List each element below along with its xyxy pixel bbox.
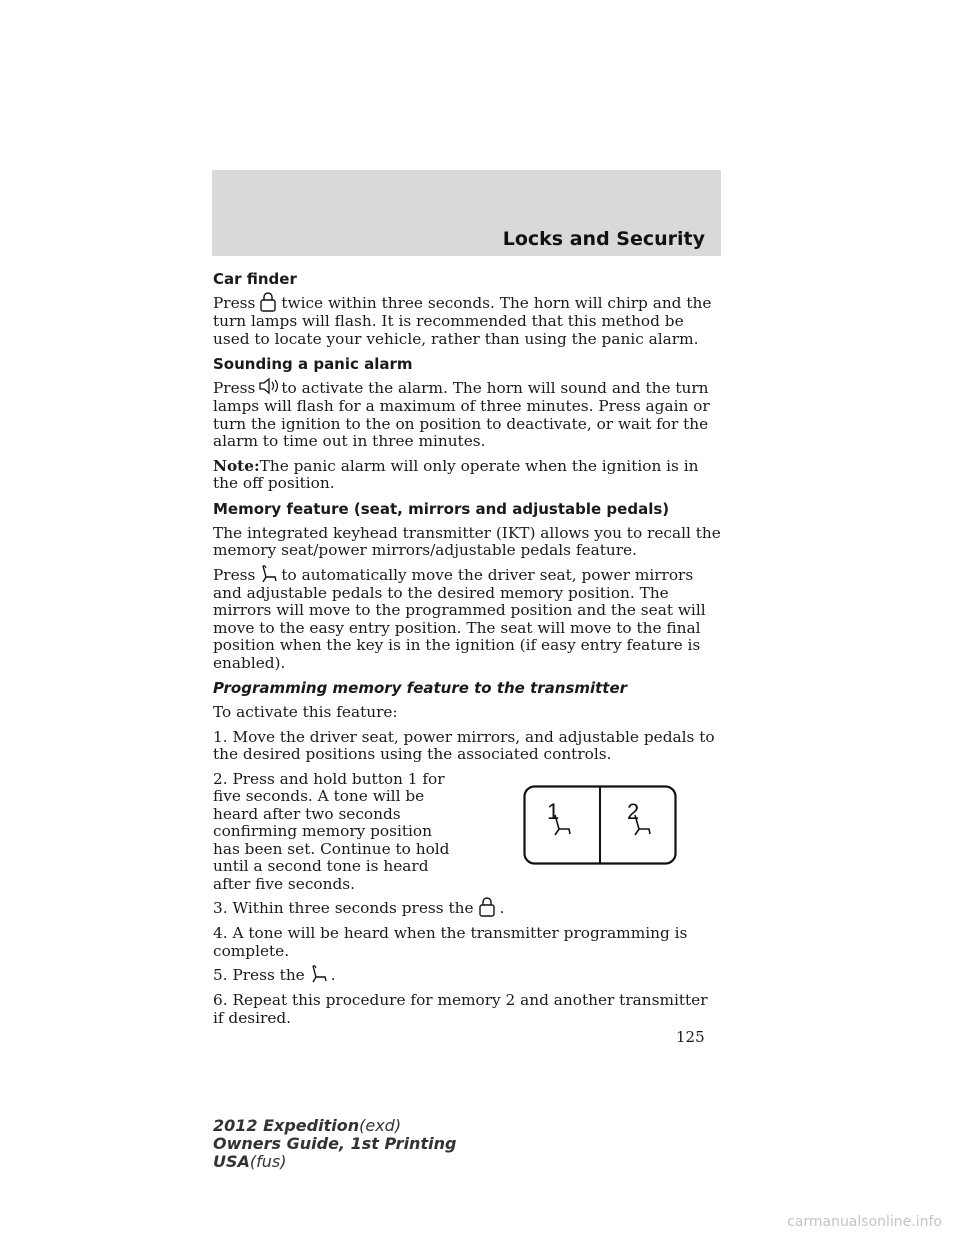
section-title: Locks and Security: [502, 228, 705, 250]
memory-switch-illustration: [523, 785, 677, 865]
step-5: 5. Press the .: [213, 967, 721, 985]
panic-alarm-text: Press to activate the alarm. The horn will sound and the turn lamps will flash for a maximum of three minutes. Press again or turn the ignition to the on position to deactivate, or wait for the alarm to time out in three minutes.: [213, 380, 721, 451]
document-footer: [213, 1117, 456, 1171]
lock-icon: [475, 896, 499, 918]
heading-panic-alarm: Sounding a panic alarm: [213, 355, 413, 373]
step-6: 6. Repeat this procedure for memory 2 and another transmitter if desired.: [213, 991, 708, 1027]
footer-line-3: USA(fus): [213, 1152, 287, 1171]
heading-car-finder: Car finder: [213, 270, 297, 288]
step-3: 3. Within three seconds press the .: [213, 900, 721, 918]
memory-intro-text: The integrated keyhead transmitter (IKT) allows you to recall the memory seat/power mirrors/adjustable pedals feature.: [213, 523, 721, 559]
watermark: carmanualsonline.info: [787, 1214, 942, 1230]
lock-icon: [256, 291, 280, 313]
step-2-row: [213, 771, 721, 894]
panic-horn-icon: [256, 376, 280, 398]
seat-icon: [306, 963, 330, 985]
memory-press-text: Press to automatically move the driver seat, power mirrors and adjustable pedals to the desired memory position. The mirrors will move to the programmed position and the seat will move to the easy entry position. The seat will move to the final position when the key is in the ignition (if easy entry feature is enabled).: [213, 567, 721, 673]
memory-button-1-label: 1: [547, 798, 560, 824]
heading-programming: Programming memory feature to the transmitter: [213, 679, 628, 697]
step-2: 2. Press and hold button 1 for five seconds. A tone will be heard after two seconds confirming memory position has been set. Continue to hold until a second tone is heard after five seconds.: [213, 769, 450, 893]
seat-icon: [256, 563, 280, 585]
heading-memory-feature: Memory feature (seat, mirrors and adjustable pedals): [213, 499, 670, 518]
programming-intro: To activate this feature:: [213, 703, 398, 721]
panic-note: Note:The panic alarm will only operate when the ignition is in the off position.: [213, 456, 699, 492]
step-4: 4. A tone will be heard when the transmitter programming is complete.: [213, 924, 688, 960]
page-content: [213, 270, 721, 1034]
memory-button-2-label: 2: [627, 798, 640, 824]
footer-line-2: Owners Guide, 1st Printing: [213, 1134, 457, 1153]
section-header-bar: [212, 170, 721, 256]
page-number: 125: [676, 1028, 705, 1046]
car-finder-text: Press twice within three seconds. The horn will chirp and the turn lamps will flash. It is recommended that this method be used to locate your vehicle, rather than using the panic alarm.: [213, 295, 721, 348]
footer-line-1: 2012 Expedition(exd): [213, 1116, 402, 1135]
step-1: 1. Move the driver seat, power mirrors, and adjustable pedals to the desired positions using the associated controls.: [213, 727, 715, 763]
